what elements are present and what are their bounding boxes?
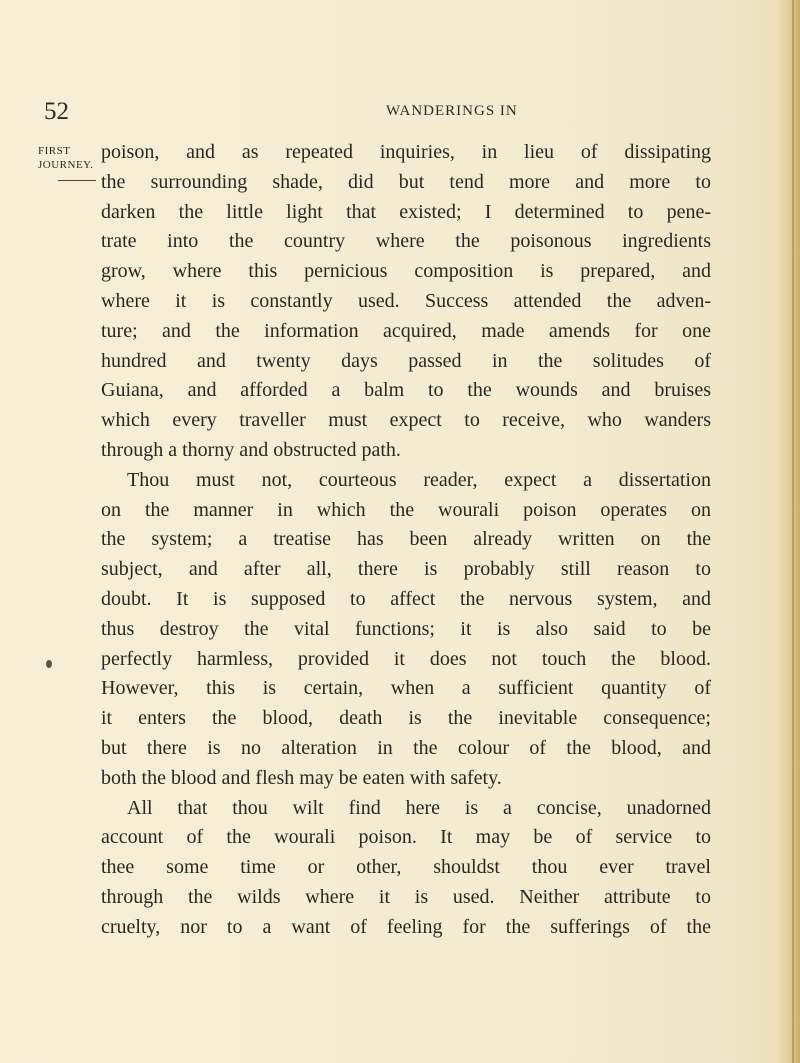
page-edge xyxy=(778,0,800,1063)
text-line: trate into the country where the poisonous ingredients xyxy=(101,230,711,253)
text-line: However, this is certain, when a sufficient quantity of xyxy=(101,677,711,700)
text-line: Guiana, and afforded a balm to the wounds and bruises xyxy=(101,379,711,402)
text-line: but there is no alteration in the colour of the blood, and xyxy=(101,736,711,759)
text-line: poison, and as repeated inquiries, in lieu of dissipating xyxy=(101,141,711,163)
text-line: perfectly harmless, provided it does not touch the blood. xyxy=(101,647,711,670)
text-line: the surrounding shade, did but tend more and more to xyxy=(101,170,711,193)
running-head: WANDERINGS IN xyxy=(386,103,518,119)
body-text xyxy=(101,138,711,943)
text-line: through a thorny and obstructed path. xyxy=(101,438,401,461)
text-line: subject, and after all, there is probably still reason to xyxy=(101,558,711,581)
text-line: darken the little light that existed; I determined to pene- xyxy=(101,200,711,223)
text-line: through the wilds where it is used. Neither attribute to xyxy=(101,885,711,908)
text-line: thee some time or other, shouldst thou ever travel xyxy=(101,856,711,879)
text-line: Thou must not, courteous reader, expect a dissertation xyxy=(127,468,711,491)
text-line: the system; a treatise has been already written on the xyxy=(101,528,711,551)
sidenote-line-2: JOURNEY. xyxy=(38,159,94,171)
text-line: it enters the blood, death is the inevitable consequence; xyxy=(101,707,711,730)
text-line: doubt. It is supposed to affect the nervous system, and xyxy=(101,587,711,610)
text-line: ture; and the information acquired, made amends for one xyxy=(101,319,711,342)
text-line: both the blood and flesh may be eaten with safety. xyxy=(101,766,502,789)
sidenote-rule xyxy=(58,180,96,181)
page-edge-line xyxy=(792,0,794,1063)
text-line: which every traveller must expect to receive, who wanders xyxy=(101,409,711,432)
page-number: 52 xyxy=(44,98,69,125)
sidenote-line-1: FIRST xyxy=(38,145,71,157)
text-line: account of the wourali poison. It may be of service to xyxy=(101,826,711,849)
text-line: All that thou wilt find here is a concise, unadorned xyxy=(127,796,711,819)
ink-smudge xyxy=(46,660,52,668)
margin-sidenote xyxy=(38,144,104,172)
text-line: on the manner in which the wourali poison operates on xyxy=(101,498,711,521)
text-line: cruelty, nor to a want of feeling for the sufferings of the xyxy=(101,915,711,938)
text-line: thus destroy the vital functions; it is also said to be xyxy=(101,617,711,640)
text-line: where it is constantly used. Success attended the adven- xyxy=(101,289,711,312)
text-line: hundred and twenty days passed in the solitudes of xyxy=(101,349,711,372)
text-line: grow, where this pernicious composition is prepared, and xyxy=(101,260,711,283)
